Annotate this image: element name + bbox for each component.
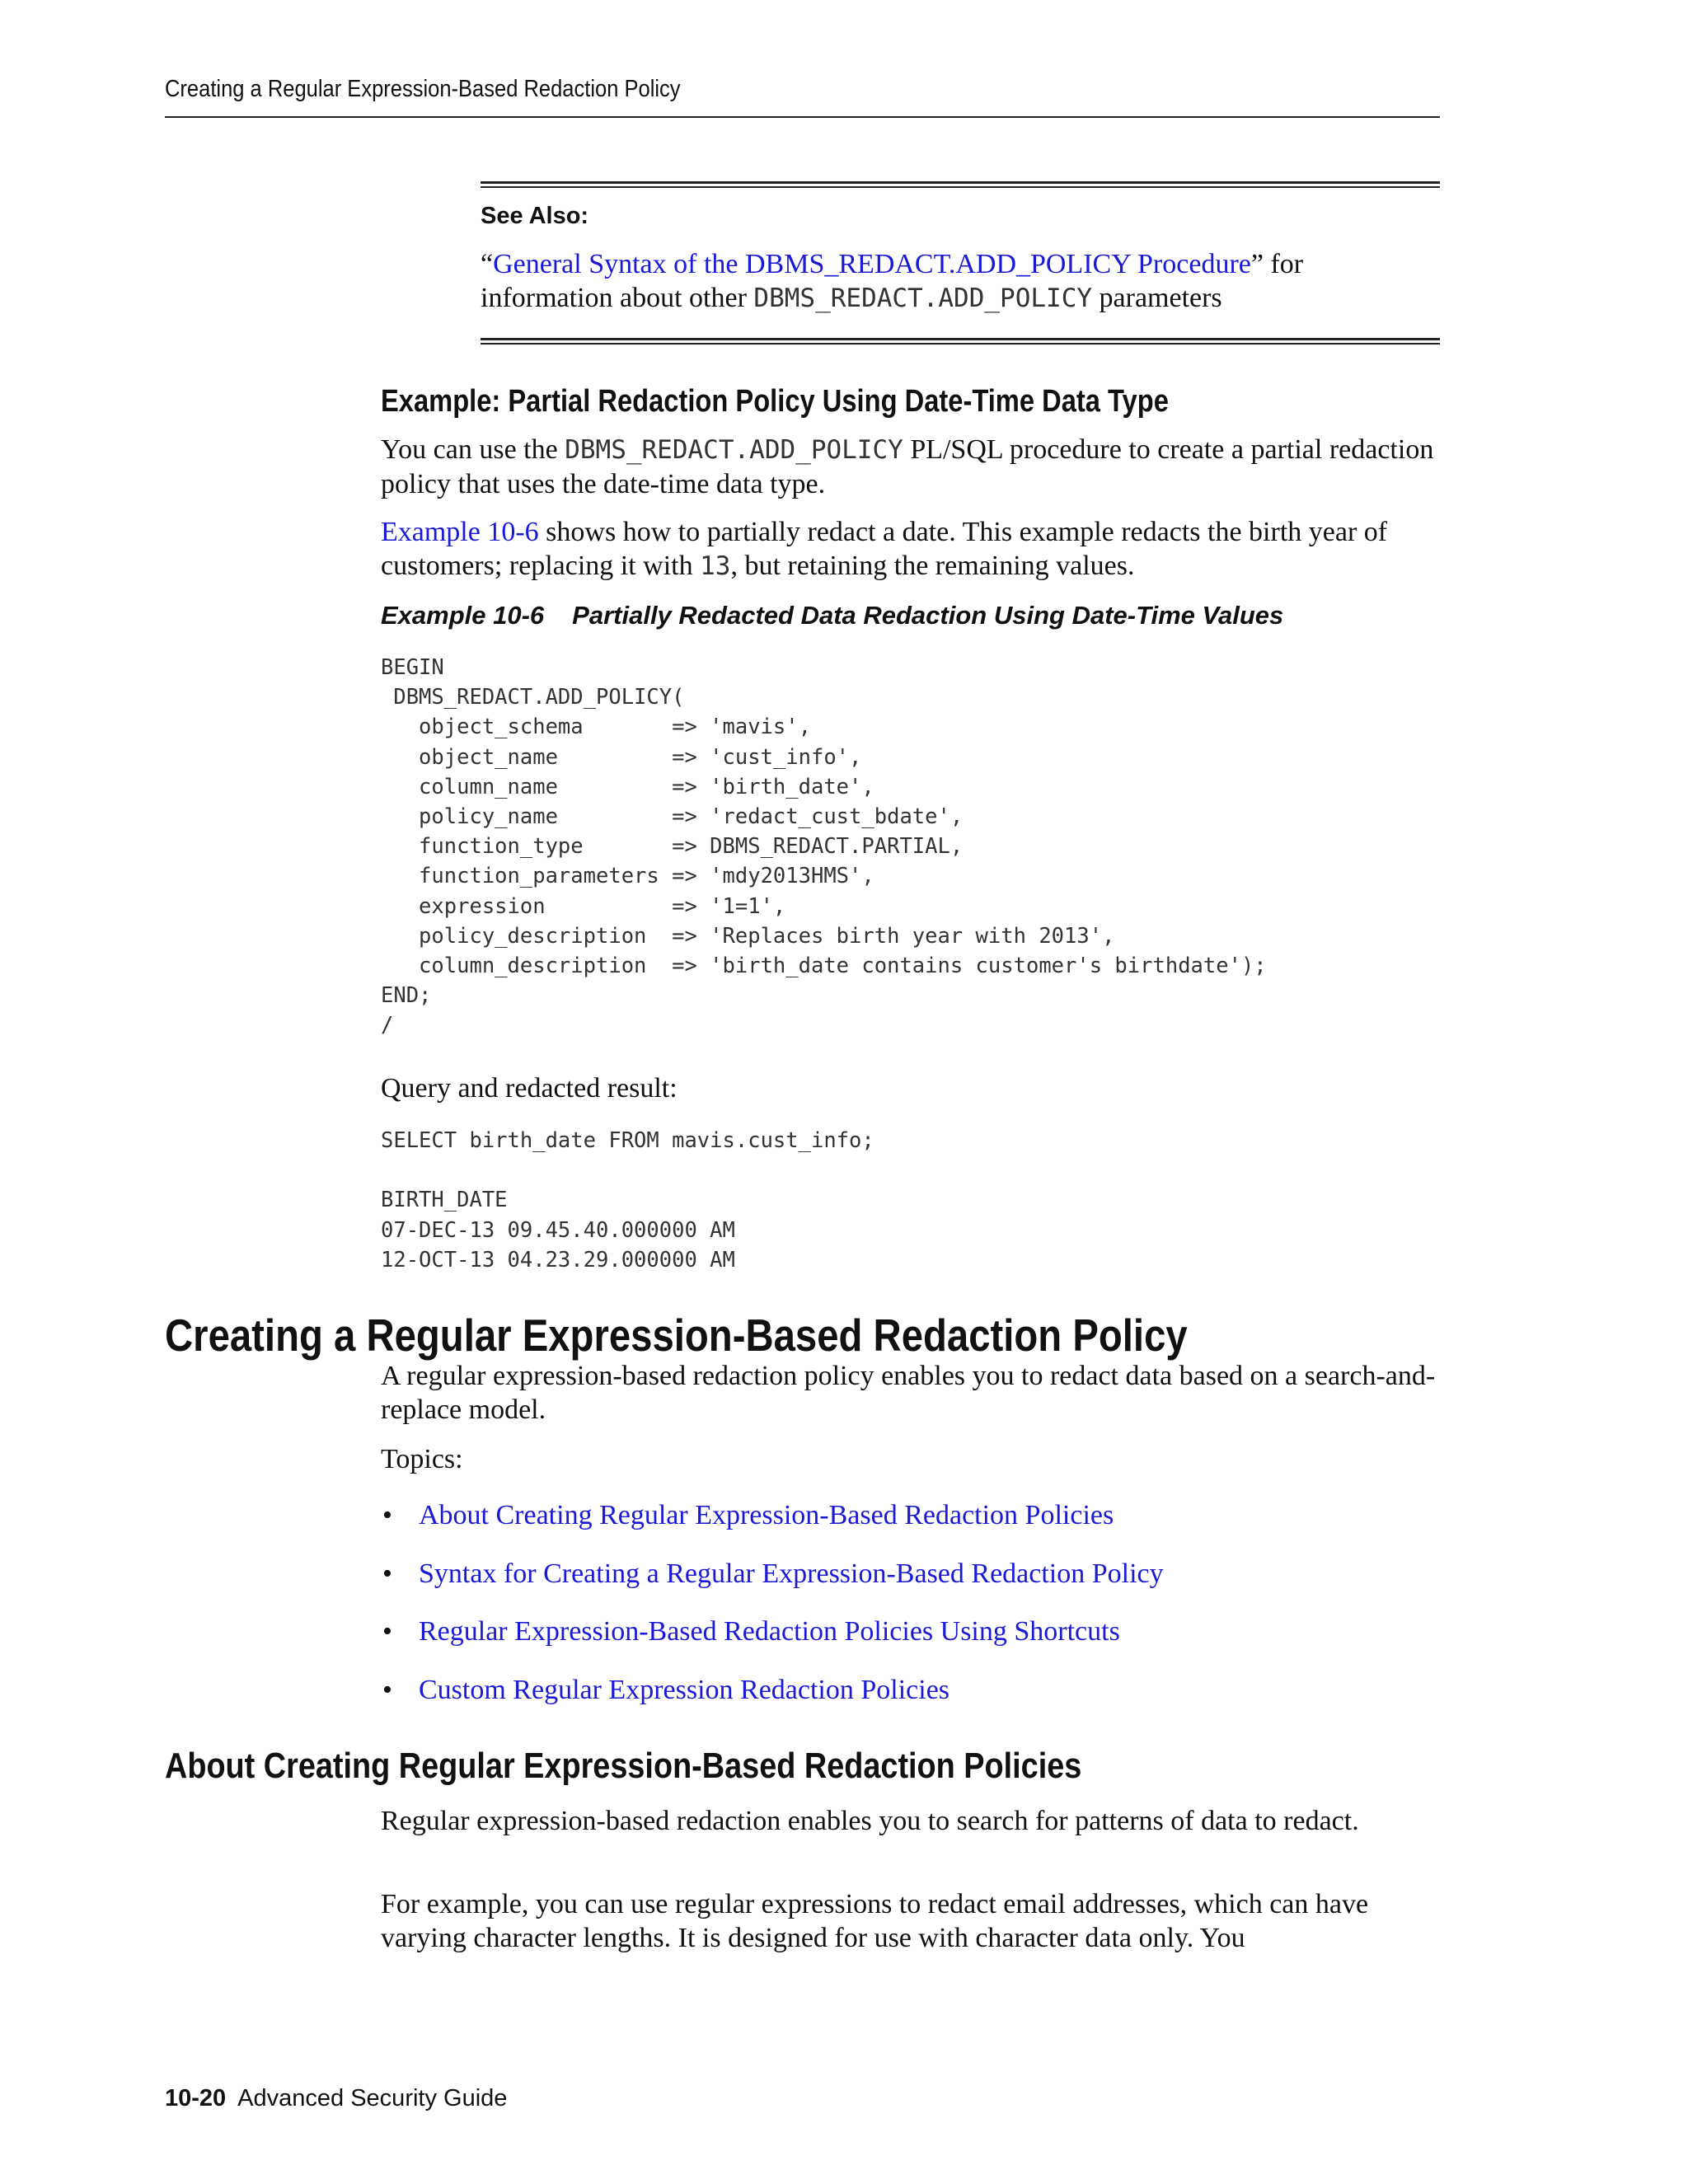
example-paragraph-2: [381, 515, 1444, 583]
query-label: Query and redacted result:: [381, 1073, 678, 1104]
bullet: •: [382, 1558, 392, 1589]
example-heading: Example: Partial Redaction Policy Using Date-Time Data Type: [381, 384, 1169, 419]
section-intro: A regular expression-based redaction policy enables you to redact data based on a search-and-replace model.: [381, 1361, 1436, 1425]
p1-code: DBMS_REDACT.ADD_POLICY: [565, 435, 903, 465]
code-block-policy: BEGIN DBMS_REDACT.ADD_POLICY( object_schema => 'mavis', object_name => 'cust_info', column_name => 'birth_date', policy_name => 'redact_cust_bdate', function_type => DBMS_REDACT.PARTIAL, function_parameters => 'mdy2013HMS', expression => '1=1', policy_description => 'Replaces birth year with 2013', column_description => 'birth_date contains customer's birthdate'); END; /: [381, 655, 1267, 1038]
topic-item: [381, 1615, 1452, 1673]
bullet: •: [382, 1674, 392, 1705]
caption-title: Partially Redacted Data Redaction Using Date-Time Values: [572, 601, 1284, 630]
topic-link-about[interactable]: About Creating Regular Expression-Based Redaction Policies: [419, 1500, 1114, 1530]
caption-number: Example 10-6: [381, 601, 545, 630]
topic-link-shortcuts[interactable]: Regular Expression-Based Redaction Policies Using Shortcuts: [419, 1616, 1120, 1647]
code-block-query: SELECT birth_date FROM mavis.cust_info; BIRTH_DATE 07-DEC-13 09.45.40.000000 AM 12-OCT-13 04.23.29.000000 AM: [381, 1128, 874, 1272]
p2-code: 13: [700, 551, 731, 581]
bullet: •: [382, 1616, 392, 1647]
subsection-paragraph-2: For example, you can use regular expressions to redact email addresses, which can have varying character lengths. It is designed for use with character data only. You: [381, 1889, 1369, 1953]
see-also-code: DBMS_REDACT.ADD_POLICY: [753, 284, 1093, 313]
running-header: Creating a Regular Expression-Based Redaction Policy: [165, 76, 681, 102]
topic-item: [381, 1498, 1452, 1557]
page-number: 10-20: [165, 2085, 227, 2111]
page-footer: [165, 2085, 507, 2112]
header-rule: [165, 116, 1440, 118]
general-syntax-link[interactable]: General Syntax of the DBMS_REDACT.ADD_POLICY Procedure: [493, 249, 1251, 279]
p1-suffix: PL/SQL procedure to create a partial redaction policy that uses the date-time data type.: [381, 434, 1434, 499]
p2-text-2: , but retaining the remaining values.: [730, 551, 1135, 581]
p1-prefix: You can use the: [381, 434, 565, 465]
bullet: •: [382, 1500, 392, 1530]
topics-list: [381, 1498, 1452, 1731]
see-also-label: See Also:: [481, 203, 589, 229]
example-10-6-link[interactable]: Example 10-6: [381, 517, 539, 547]
see-also-after-link: ” for: [1250, 249, 1304, 279]
see-also-line2-suffix: parameters: [1092, 283, 1222, 313]
subsection-paragraph-1: Regular expression-based redaction enables you to search for patterns of data to redact.: [381, 1806, 1359, 1836]
topics-label: Topics:: [381, 1444, 463, 1474]
topic-link-syntax[interactable]: Syntax for Creating a Regular Expression-Based Redaction Policy: [419, 1558, 1164, 1589]
open-quote: “: [481, 249, 494, 279]
subsection-heading: About Creating Regular Expression-Based Redaction Policies: [165, 1746, 1082, 1786]
example-caption: [381, 601, 1283, 630]
topic-item: [381, 1557, 1452, 1615]
topic-link-custom[interactable]: Custom Regular Expression Redaction Policies: [419, 1674, 950, 1705]
see-also-line2-prefix: information about other: [481, 283, 754, 313]
see-also-top-rule: [481, 181, 1440, 188]
see-also-bottom-rule: [481, 338, 1440, 344]
see-also-body: [481, 247, 1404, 316]
section-heading: Creating a Regular Expression-Based Redaction Policy: [165, 1310, 1188, 1361]
example-paragraph-1: [381, 433, 1444, 501]
p2-text-1: shows how to partially redact a date. This example redacts the birth year of customers; replacing it with: [381, 517, 1388, 581]
topic-item: [381, 1673, 1452, 1732]
book-title: Advanced Security Guide: [237, 2085, 508, 2111]
